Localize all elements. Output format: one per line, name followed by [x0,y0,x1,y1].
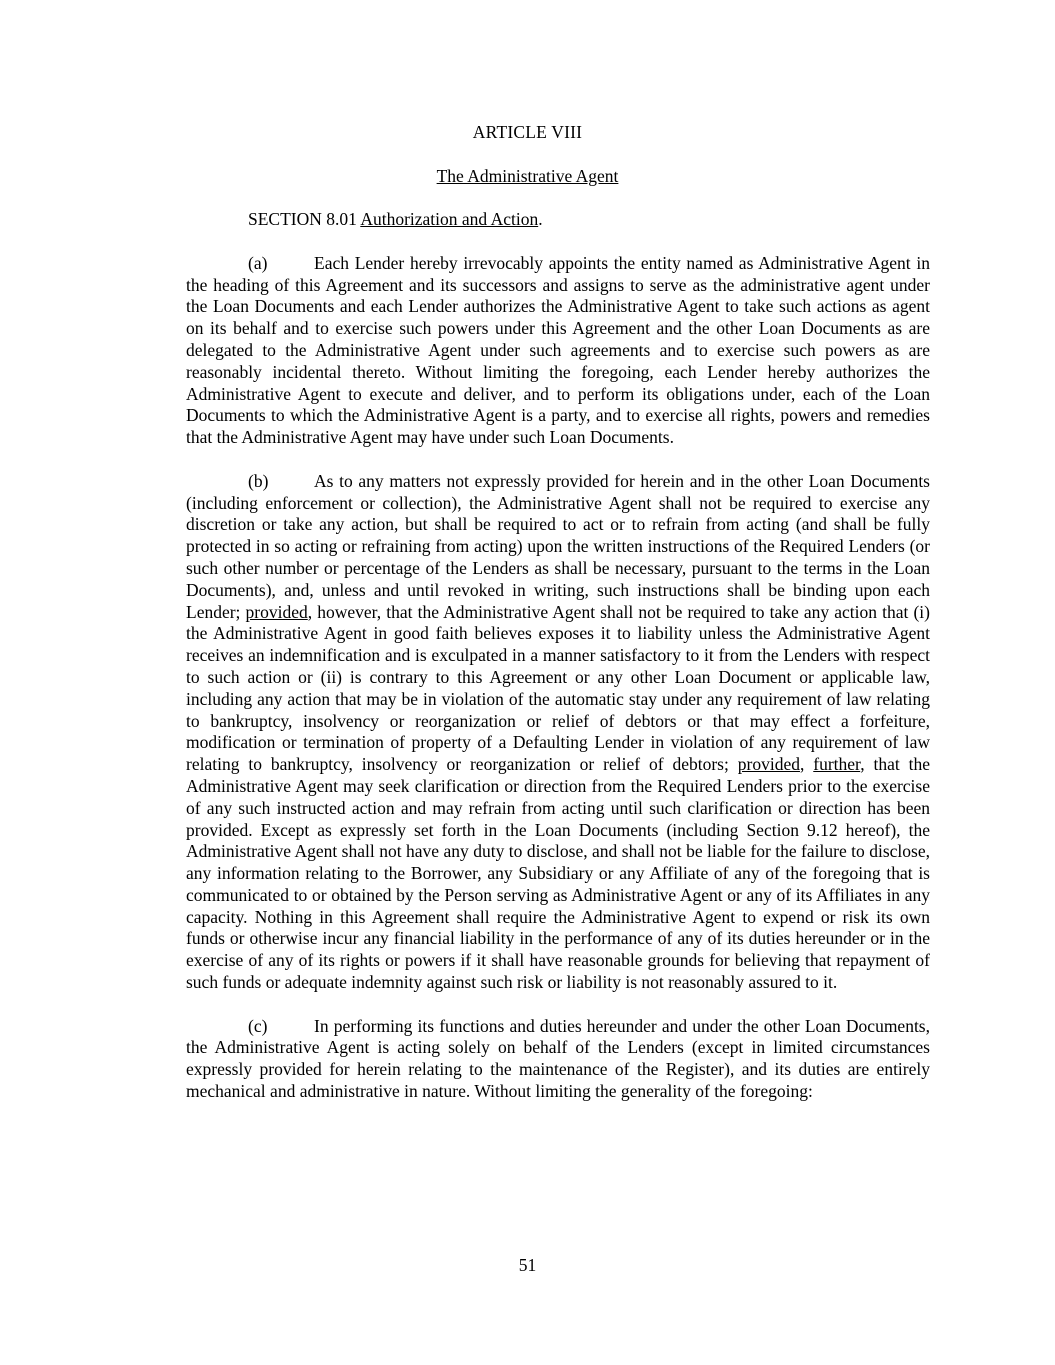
paragraph-c [186,1016,930,1103]
article-heading: ARTICLE VIII [472,122,583,142]
paragraph-b-text: As to any matters not expressly provided for herein and in the other Loan Documents (including enforcement or collection), the Administrative Agent shall not be required to exercise any discretion or take any action, but shall be required to act or to refrain from acting (and shall be fully protected in so acting or refraining from acting) upon the written instructions of the Required Lenders (or such other number or percentage of the Lenders as shall be necessary, pursuant to the terms in the Loan Documents), and, unless and until revoked in writing, such instructions shall be binding upon each Lender; provided, however, that the Administrative Agent shall not be required to take any action that (i) the Administrative Agent in good faith believes exposes it to liability unless the Administrative Agent receives an indemnification and is exculpated in a manner satisfactory to it from the Lenders with respect to such action or (ii) is contrary to this Agreement or any other Loan Document or applicable law, including any action that may be in violation of the automatic stay under any requirement of law relating to bankruptcy, insolvency or reorganization or relief of debtors or that may effect a forfeiture, modification or termination of property of a Defaulting Lender in violation of any requirement of law relating to bankruptcy, insolvency or reorganization or relief of debtors; provided, further, that the Administrative Agent may seek clarification or direction from the Required Lenders prior to the exercise of any such instructed action and may refrain from acting until such clarification or direction has been provided. Except as expressly set forth in the Loan Documents (including Section 9.12 hereof), the Administrative Agent shall not have any duty to disclose, and shall not be liable for the failure to disclose, any information relating to the Borrower, any Subsidiary or any Affiliate of any of the foregoing that is communicated to or obtained by the Person serving as Administrative Agent or any of its Affiliates in any capacity. Nothing in this Agreement shall require the Administrative Agent to expend or risk its own funds or otherwise incur any financial liability in the performance of any of its duties hereunder or in the exercise of any of its rights or powers if it shall have reasonable grounds for believing that repayment of such funds or adequate indemnity against such risk or liability is not reasonably assured to it. [186,470,931,993]
paragraph-c-text: In performing its functions and duties hereunder and under the other Loan Documents, the Administrative Agent is acting solely on behalf of the Lenders (except in limited circumstances expressly provided for herein relating to the maintenance of the Register), and its duties are entirely mechanical and administrative in nature. Without limiting the generality of the foregoing: [186,1015,930,1102]
article-subtitle-text: The Administrative Agent [436,165,619,186]
paragraph-b-label: (b) [248,470,269,491]
article-subtitle [0,166,1055,188]
page-number: 51 [518,1255,537,1275]
paragraph-b [186,471,930,994]
paragraph-a-text: Each Lender hereby irrevocably appoints the entity named as Administrative Agent in the heading of this Agreement and its successors and assigns to serve as the administrative agent under the Loan Documents and each Lender authorizes the Administrative Agent to take such actions as agent on its behalf and to exercise such powers under this Agreement and the other Loan Documents as are delegated to the Administrative Agent under such agreements and to exercise such powers as are reasonably incidental thereto. Without limiting the foregoing, each Lender hereby authorizes the Administrative Agent to execute and deliver, and to perform its obligations under, each of the Loan Documents to which the Administrative Agent is a party, and to exercise all rights, powers and remedies that the Administrative Agent may have under such Loan Documents. [186,252,930,448]
paragraph-a [186,253,930,449]
paragraph-a-label: (a) [248,252,268,273]
section-heading: SECTION 8.01 Authorization and Action. [248,209,543,230]
paragraph-c-label: (c) [248,1015,268,1036]
